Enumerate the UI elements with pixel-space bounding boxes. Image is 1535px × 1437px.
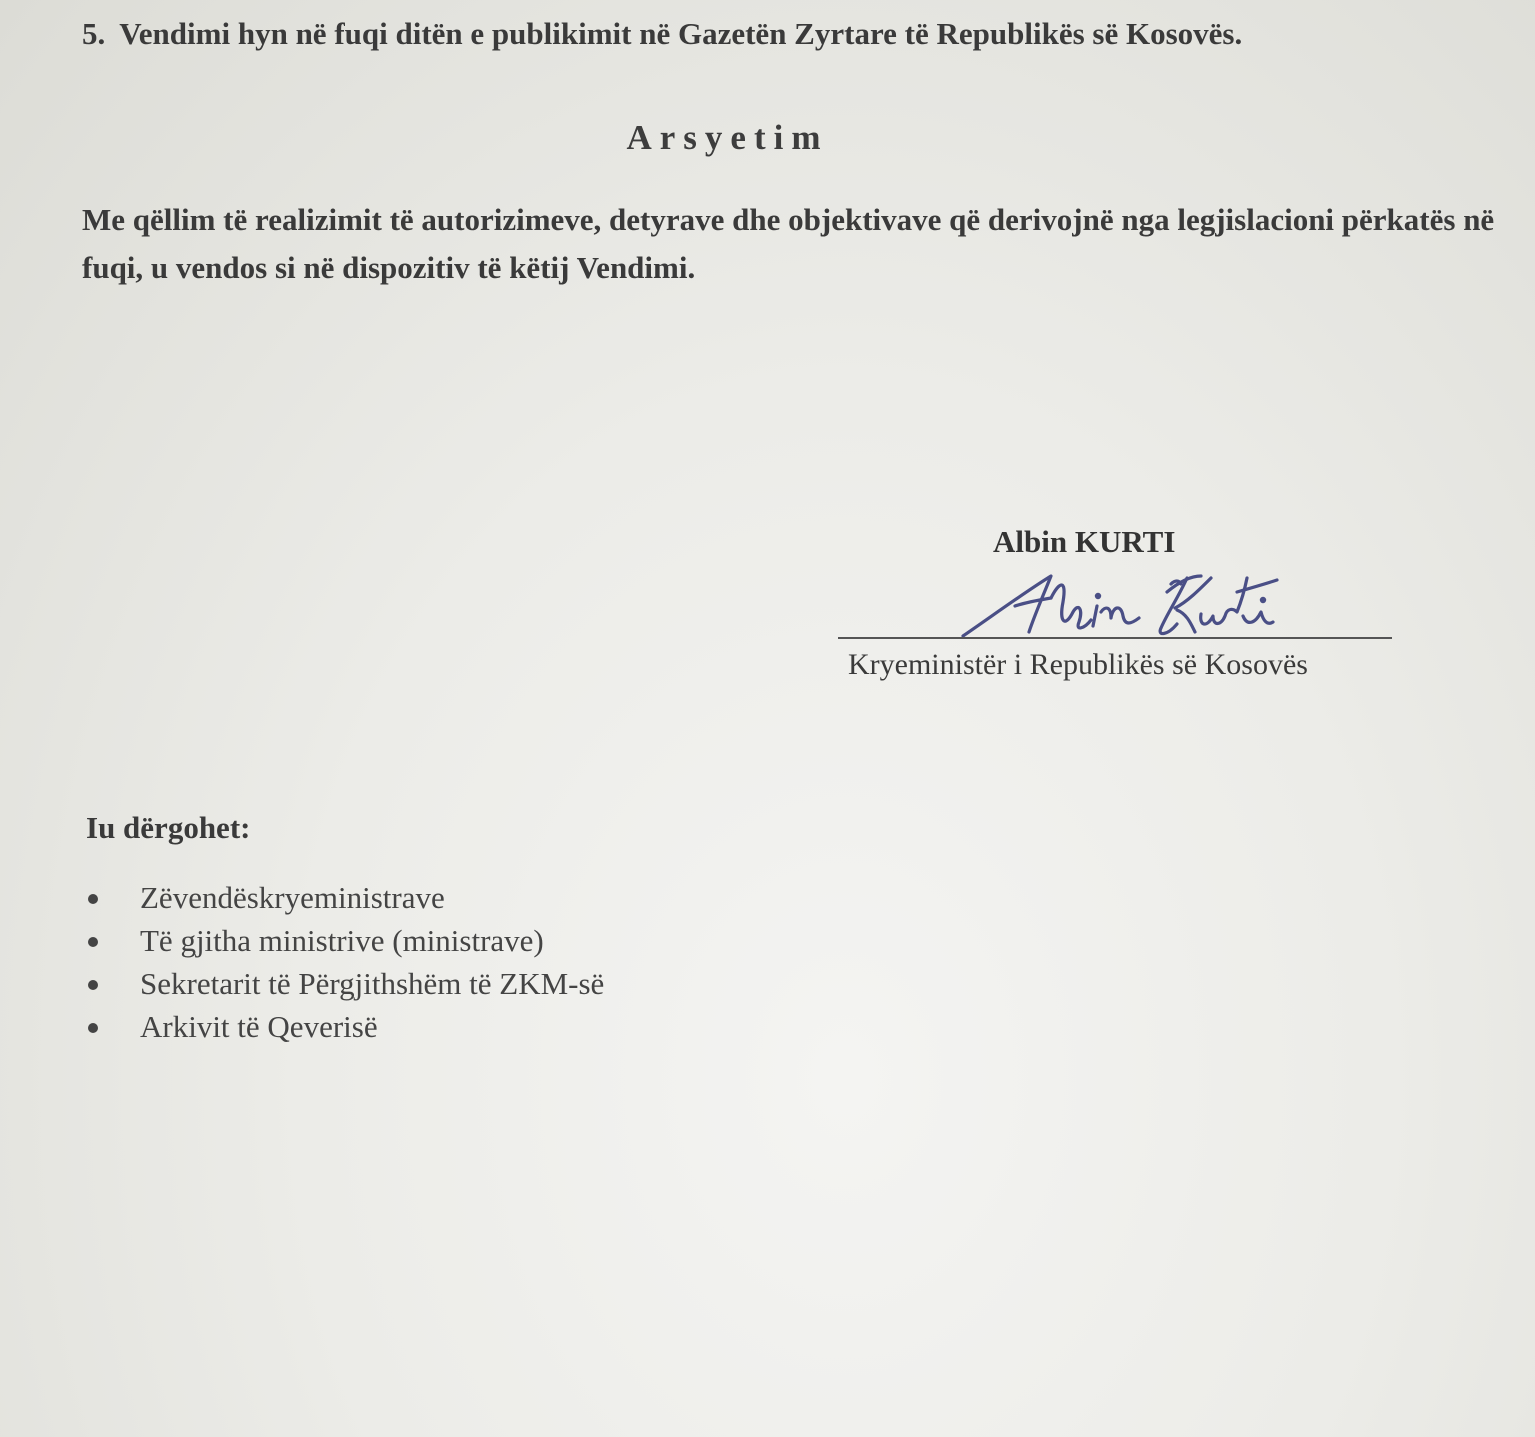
bullet-icon (88, 937, 98, 947)
distribution-label: Iu dërgohet: (86, 810, 251, 845)
bullet-icon (88, 980, 98, 990)
list-item (86, 1005, 604, 1048)
list-item (86, 876, 604, 919)
recipients-list (86, 876, 604, 1048)
bullet-icon (88, 1023, 98, 1033)
recipient-text: Sekretarit të Përgjithshëm të ZKM-së (140, 966, 605, 1001)
decision-item-5 (82, 16, 1242, 52)
signer-title: Kryeministër i Republikës së Kosovës (848, 648, 1308, 681)
item-number: 5. (82, 16, 106, 51)
handwritten-signature (955, 562, 1325, 644)
list-item (86, 962, 604, 1005)
list-item (86, 919, 604, 962)
reasoning-paragraph: Me qëllim të realizimit të autorizimeve, detyrave dhe objektivave që derivojnë nga legjislacioni përkatës në fuqi, u vendos si në dispozitiv të këtij Vendimi. (82, 202, 1495, 285)
signer-name: Albin KURTI (993, 524, 1176, 559)
recipient-text: Arkivit të Qeverisë (140, 1009, 378, 1044)
recipient-text: Zëvendëskryeministrave (140, 880, 445, 915)
bullet-icon (88, 894, 98, 904)
reasoning-heading: Arsyetim (626, 118, 829, 157)
recipient-text: Të gjitha ministrive (ministrave) (140, 923, 544, 958)
item-text: Vendimi hyn në fuqi ditën e publikimit në Gazetën Zyrtare të Republikës së Kosovës. (119, 16, 1243, 51)
signature-line (838, 637, 1392, 639)
